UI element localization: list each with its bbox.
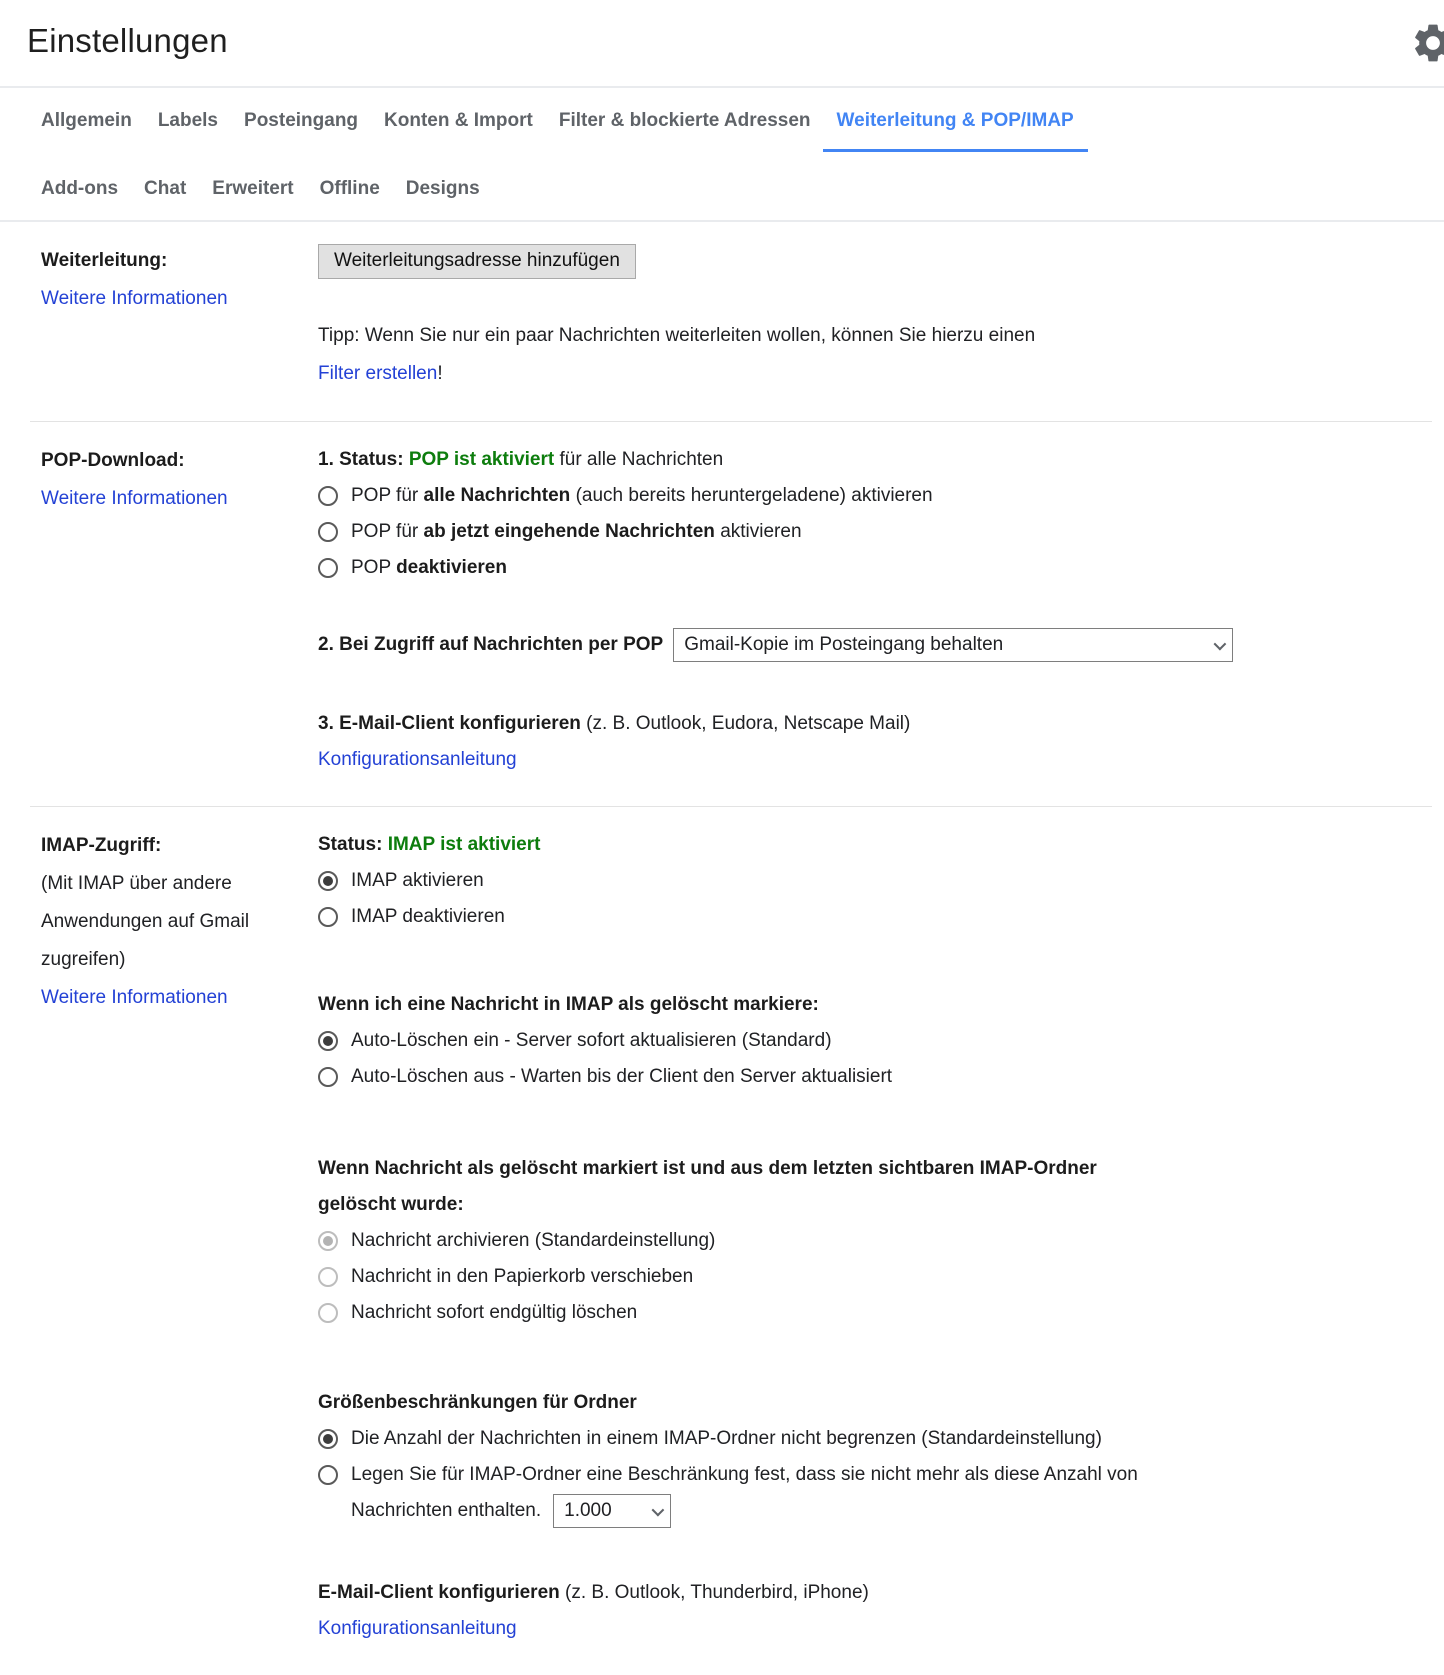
radio-unchecked-icon[interactable]: [318, 907, 338, 927]
imap-autodelete-off[interactable]: Auto-Löschen aus - Warten bis der Client den Server aktualisiert: [318, 1059, 1432, 1095]
imap-expunge-heading: Wenn Nachricht als gelöscht markiert ist und aus dem letzten sichtbaren IMAP-Ordner gelöscht wurde:: [318, 1158, 1097, 1215]
chevron-down-icon: [652, 1503, 665, 1516]
tab-erweitert[interactable]: Erweitert: [212, 178, 294, 199]
tab-designs[interactable]: Designs: [405, 178, 480, 199]
radio-checked-icon[interactable]: [318, 1429, 338, 1449]
imap-status-value: IMAP ist aktiviert: [387, 834, 541, 855]
tab-labels[interactable]: Labels: [157, 110, 219, 131]
tab-offline[interactable]: Offline: [319, 178, 380, 199]
forwarding-tip-suffix: !: [437, 363, 443, 384]
tab-konten-import[interactable]: Konten & Import: [384, 110, 533, 131]
imap-option-disable[interactable]: IMAP deaktivieren: [318, 899, 1432, 935]
tab-chat[interactable]: Chat: [144, 178, 187, 199]
pop-access-label: 2. Bei Zugriff auf Nachrichten per POP: [318, 634, 664, 655]
radio-disabled-icon: [318, 1267, 338, 1287]
weiterleitung-more-info-link[interactable]: Weitere Informationen: [41, 288, 228, 309]
radio-checked-icon[interactable]: [318, 1031, 338, 1051]
pop-status-line: 1. Status: POP ist aktiviert für alle Nachrichten: [318, 449, 724, 470]
imap-size-unlimited[interactable]: Die Anzahl der Nachrichten in einem IMAP-Ordner nicht begrenzen (Standardeinstellung): [318, 1421, 1432, 1457]
tab-row-2: [41, 178, 1444, 200]
section-imap-zugriff: [30, 807, 1432, 1675]
imap-more-info-link[interactable]: Weitere Informationen: [41, 987, 228, 1008]
imap-size-heading: Größenbeschränkungen für Ordner: [318, 1392, 637, 1413]
settings-header: [0, 0, 1444, 86]
radio-unchecked-icon[interactable]: [318, 522, 338, 542]
imap-expunge-trash: Nachricht in den Papierkorb verschieben: [318, 1259, 1432, 1295]
add-forwarding-address-button[interactable]: Weiterleitungsadresse hinzufügen: [318, 244, 636, 279]
imap-delete-heading: Wenn ich eine Nachricht in IMAP als gelöscht markiere:: [318, 994, 819, 1015]
section-pop-download: [30, 422, 1432, 807]
pop-option-all-messages[interactable]: POP für alle Nachrichten (auch bereits heruntergeladene) aktivieren: [318, 478, 1432, 514]
pop-access-row: [318, 628, 1432, 662]
section-weiterleitung: [30, 222, 1432, 422]
radio-unchecked-icon[interactable]: [318, 1067, 338, 1087]
imap-autodelete-on[interactable]: Auto-Löschen ein - Server sofort aktualisieren (Standard): [318, 1023, 1432, 1059]
radio-unchecked-icon[interactable]: [318, 1465, 338, 1485]
page-title: Einstellungen: [27, 22, 228, 59]
imap-size-limit[interactable]: Legen Sie für IMAP-Ordner eine Beschränkung fest, dass sie nicht mehr als diese Anzahl von Nachrichten enthalten. 1.000: [318, 1457, 1432, 1529]
imap-expunge-archive: Nachricht archivieren (Standardeinstellung): [318, 1223, 1432, 1259]
imap-client-line: E-Mail-Client konfigurieren (z. B. Outlook, Thunderbird, iPhone): [318, 1582, 869, 1603]
pop-option-from-now-on[interactable]: POP für ab jetzt eingehende Nachrichten aktivieren: [318, 514, 1432, 550]
tab-filter-adressen[interactable]: Filter & blockierte Adressen: [558, 110, 811, 131]
pop-access-select[interactable]: Gmail-Kopie im Posteingang behalten: [673, 628, 1233, 662]
tab-allgemein[interactable]: Allgemein: [41, 110, 132, 131]
imap-status-line: Status: IMAP ist aktiviert: [318, 834, 541, 855]
tab-row-1: [41, 110, 1444, 152]
radio-checked-icon[interactable]: [318, 871, 338, 891]
tab-add-ons[interactable]: Add-ons: [41, 178, 119, 199]
imap-zugriff-label: IMAP-Zugriff:: [41, 835, 162, 856]
pop-option-disable[interactable]: POP deaktivieren: [318, 550, 1432, 586]
radio-checked-disabled-icon: [318, 1231, 338, 1251]
chevron-down-icon: [1214, 637, 1227, 650]
pop-client-line: 3. E-Mail-Client konfigurieren (z. B. Outlook, Eudora, Netscape Mail): [318, 713, 911, 734]
pop-status-value: POP ist aktiviert: [408, 449, 555, 470]
weiterleitung-label: Weiterleitung:: [41, 250, 168, 271]
imap-config-guide-link[interactable]: Konfigurationsanleitung: [318, 1618, 517, 1639]
imap-description: (Mit IMAP über andere Anwendungen auf Gmail zugreifen): [41, 873, 250, 970]
pop-config-guide-link[interactable]: Konfigurationsanleitung: [318, 749, 517, 770]
radio-unchecked-icon[interactable]: [318, 486, 338, 506]
pop-more-info-link[interactable]: Weitere Informationen: [41, 488, 228, 509]
pop-download-label: POP-Download:: [41, 450, 185, 471]
tab-weiterleitung-pop-imap[interactable]: Weiterleitung & POP/IMAP: [823, 110, 1088, 152]
gear-icon[interactable]: [1410, 20, 1444, 66]
folder-limit-select[interactable]: 1.000: [553, 1494, 671, 1528]
settings-tabs: [0, 110, 1444, 200]
header-divider: [0, 86, 1444, 88]
imap-option-enable[interactable]: IMAP aktivieren: [318, 863, 1432, 899]
create-filter-link[interactable]: Filter erstellen: [318, 363, 438, 384]
forwarding-tip-text: Tipp: Wenn Sie nur ein paar Nachrichten weiterleiten wollen, können Sie hierzu einen: [318, 325, 1036, 346]
radio-disabled-icon: [318, 1303, 338, 1323]
imap-expunge-delete-forever: Nachricht sofort endgültig löschen: [318, 1295, 1432, 1331]
radio-unchecked-icon[interactable]: [318, 558, 338, 578]
tab-posteingang[interactable]: Posteingang: [244, 110, 359, 131]
